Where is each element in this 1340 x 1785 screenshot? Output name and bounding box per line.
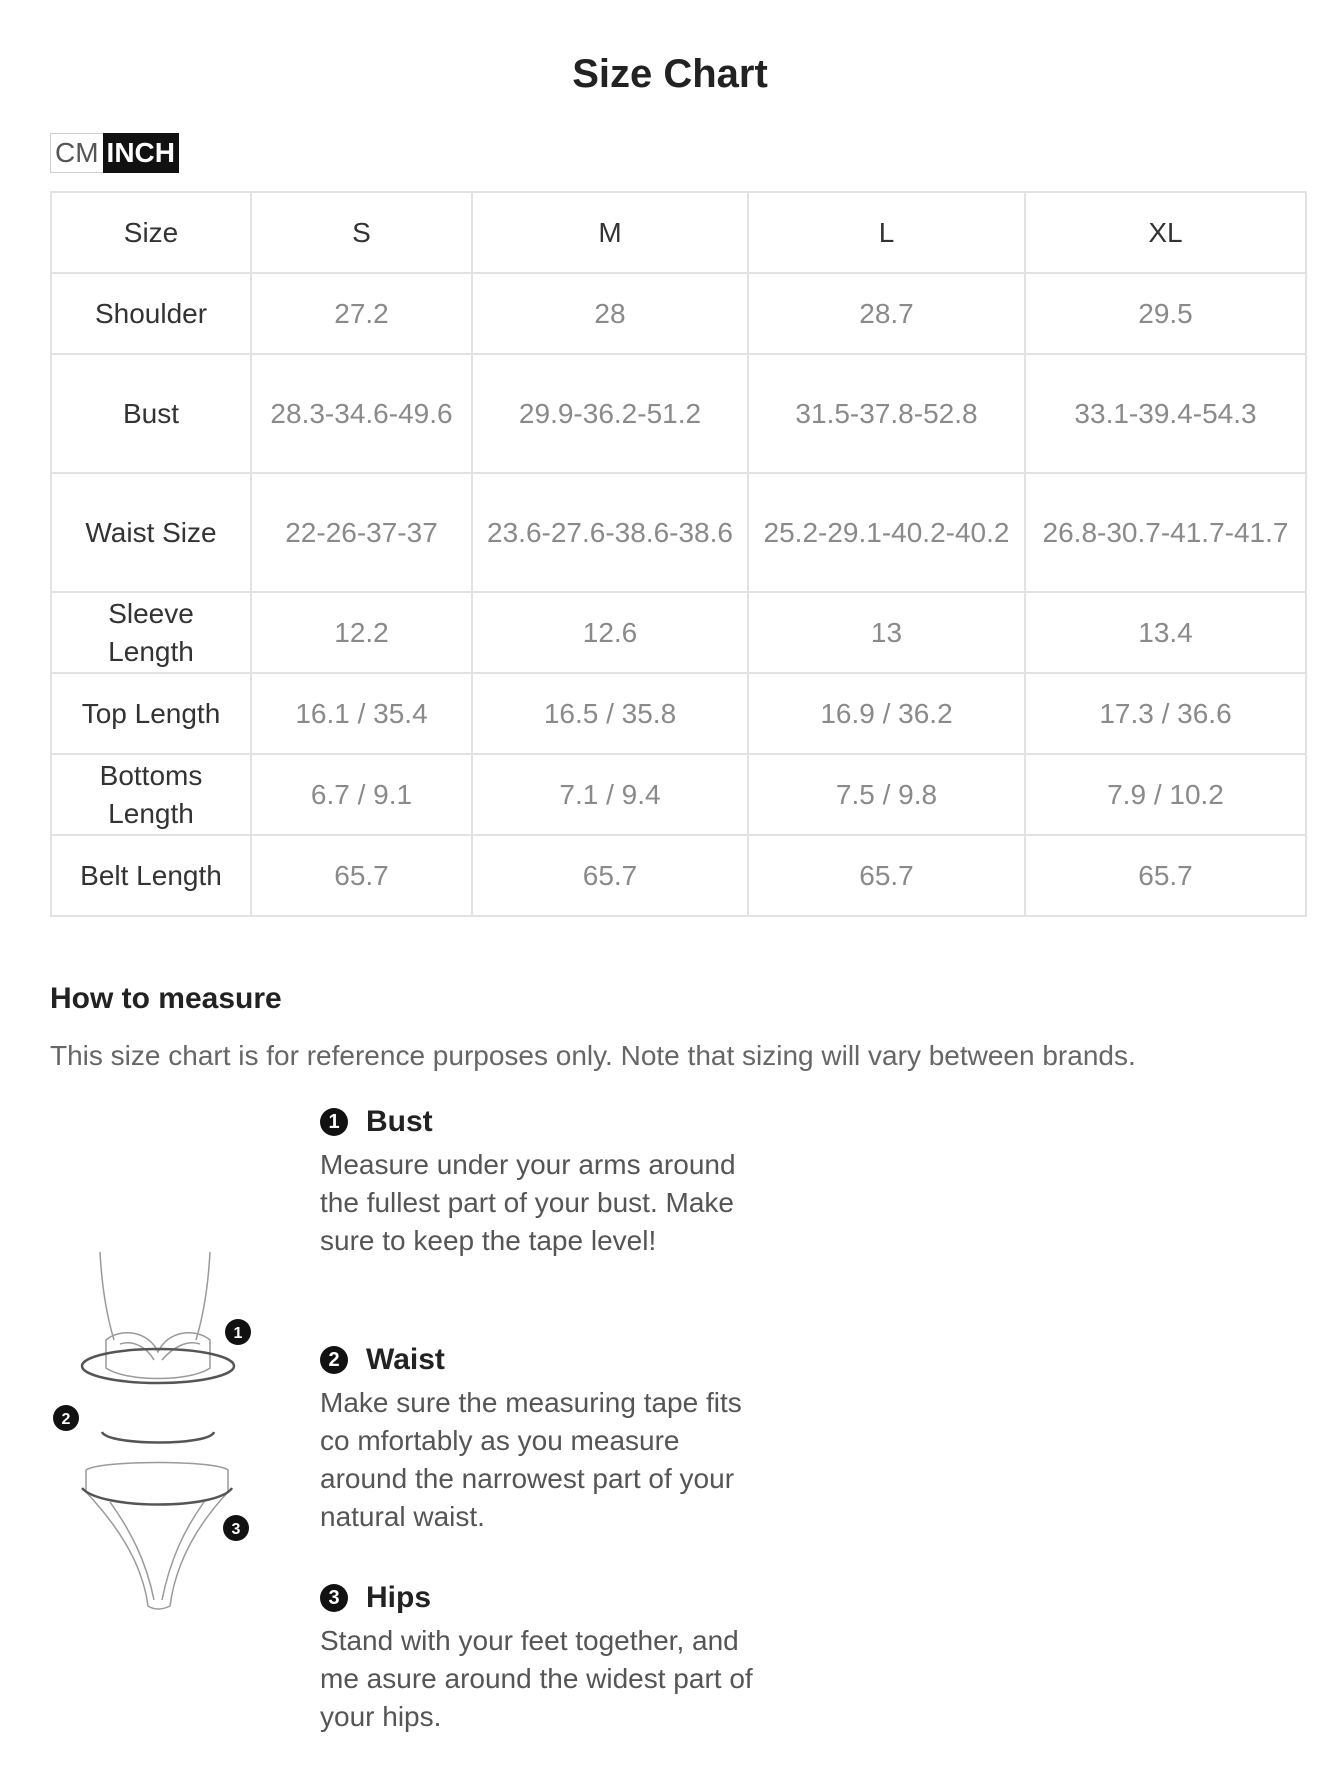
table-cell: 6.7 / 9.1 xyxy=(251,754,472,835)
row-label: Belt Length xyxy=(51,835,251,916)
table-cell: 13.4 xyxy=(1025,592,1306,673)
table-cell: 65.7 xyxy=(748,835,1025,916)
unit-toggle xyxy=(50,133,179,173)
table-cell: 23.6-27.6-38.6-38.6 xyxy=(472,473,748,592)
table-cell: 28.3-34.6-49.6 xyxy=(251,354,472,473)
table-cell: 13 xyxy=(748,592,1025,673)
step-description: Make sure the measuring tape fits co mfortably as you measure around the narrowest part of your natural waist. xyxy=(320,1387,742,1532)
table-row xyxy=(51,754,1306,835)
table-cell: 65.7 xyxy=(472,835,748,916)
step-hips xyxy=(320,1578,760,1736)
table-cell: 26.8-30.7-41.7-41.7 xyxy=(1025,473,1306,592)
table-cell: 7.1 / 9.4 xyxy=(472,754,748,835)
table-cell: 28.7 xyxy=(748,273,1025,354)
header-xl: XL xyxy=(1025,192,1306,273)
waist-marker: 2 xyxy=(61,1411,71,1428)
table-row xyxy=(51,673,1306,754)
header-size: Size xyxy=(51,192,251,273)
unit-inch-button[interactable]: INCH xyxy=(103,133,179,173)
header-m: M xyxy=(472,192,748,273)
table-cell: 22-26-37-37 xyxy=(251,473,472,592)
table-header-row xyxy=(51,192,1306,273)
table-cell: 65.7 xyxy=(1025,835,1306,916)
row-label: Bust xyxy=(51,354,251,473)
header-s: S xyxy=(251,192,472,273)
table-cell: 17.3 / 36.6 xyxy=(1025,673,1306,754)
row-label: Shoulder xyxy=(51,273,251,354)
size-table xyxy=(50,191,1307,917)
table-row xyxy=(51,473,1306,592)
how-to-measure-title: How to measure xyxy=(50,982,282,1015)
step-description: Measure under your arms around the fullest part of your bust. Make sure to keep the tape level! xyxy=(320,1149,736,1256)
step-title: Bust xyxy=(366,1105,433,1138)
table-cell: 29.9-36.2-51.2 xyxy=(472,354,748,473)
table-row xyxy=(51,835,1306,916)
unit-cm-button[interactable]: CM xyxy=(50,133,103,173)
table-cell: 7.9 / 10.2 xyxy=(1025,754,1306,835)
header-l: L xyxy=(748,192,1025,273)
step-number-badge: 3 xyxy=(320,1584,348,1612)
table-cell: 25.2-29.1-40.2-40.2 xyxy=(748,473,1025,592)
table-cell: 12.2 xyxy=(251,592,472,673)
table-cell: 65.7 xyxy=(251,835,472,916)
row-label: Waist Size xyxy=(51,473,251,592)
step-description: Stand with your feet together, and me asure around the widest part of your hips. xyxy=(320,1625,753,1732)
table-cell: 28 xyxy=(472,273,748,354)
table-cell: 16.9 / 36.2 xyxy=(748,673,1025,754)
page-title: Size Chart xyxy=(572,52,768,96)
step-waist xyxy=(320,1340,760,1536)
table-cell: 33.1-39.4-54.3 xyxy=(1025,354,1306,473)
row-label: Sleeve Length xyxy=(51,592,251,673)
step-title: Hips xyxy=(366,1581,432,1614)
table-row xyxy=(51,273,1306,354)
hips-marker: 3 xyxy=(231,1521,241,1538)
body-measurement-illustration xyxy=(50,1240,270,1620)
table-cell: 12.6 xyxy=(472,592,748,673)
step-number-badge: 1 xyxy=(320,1108,348,1136)
table-cell: 7.5 / 9.8 xyxy=(748,754,1025,835)
table-row xyxy=(51,592,1306,673)
table-cell: 31.5-37.8-52.8 xyxy=(748,354,1025,473)
bust-marker: 1 xyxy=(233,1325,243,1342)
step-title: Waist xyxy=(366,1343,445,1376)
row-label: Bottoms Length xyxy=(51,754,251,835)
step-bust xyxy=(320,1102,760,1260)
row-label: Top Length xyxy=(51,673,251,754)
table-cell: 29.5 xyxy=(1025,273,1306,354)
table-row xyxy=(51,354,1306,473)
size-chart-note: This size chart is for reference purposes only. Note that sizing will vary between brands. xyxy=(50,1040,1136,1071)
table-cell: 16.5 / 35.8 xyxy=(472,673,748,754)
step-number-badge: 2 xyxy=(320,1346,348,1374)
table-cell: 16.1 / 35.4 xyxy=(251,673,472,754)
table-cell: 27.2 xyxy=(251,273,472,354)
